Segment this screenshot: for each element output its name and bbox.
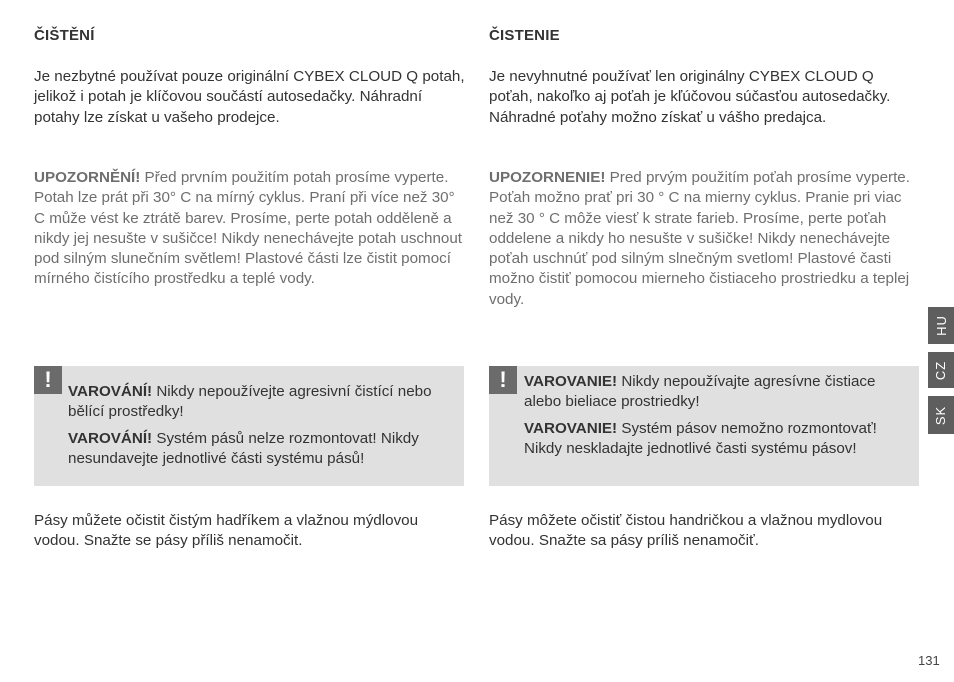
language-tab-sk[interactable] xyxy=(928,396,954,434)
language-tab-cz-label: CZ xyxy=(933,360,949,380)
language-tab-hu-label: HU xyxy=(933,315,949,336)
exclamation-icon: ! xyxy=(34,366,62,394)
notice-paragraph xyxy=(34,168,466,290)
warning-1-text: Nikdy nepoužívajte agresívne čistiace alebo bieliace prostriedky! xyxy=(524,373,876,411)
notice-text: Před prvním použitím potah prosíme vyperte. Potah lze prát při 30° C na mírný cyklus. Praní při více než 30° C může vést ke ztrátě barev. Prosíme, perte potah odděleně a nikdy jej nesušte v sušičce! Nikdy nenechávejte potah uschnout pod silným slunečním světlem! Plastové části lze čistit pomocí mírného čistícího prostředku a teplé vody. xyxy=(34,169,463,288)
intro-paragraph: Je nevyhnutné používať len originálny CYBEX CLOUD Q poťah, nakoľko aj poťah je kľúčovou súčasťou autosedačky. Náhradné poťahy možno získať u vášho predajca. xyxy=(489,68,891,126)
warning-1-text: Nikdy nepoužívejte agresivní čistící nebo bělící prostředky! xyxy=(68,383,432,421)
warning-1 xyxy=(524,372,912,413)
warning-1 xyxy=(68,382,458,423)
exclamation-icon: ! xyxy=(489,366,517,394)
belts-paragraph: Pásy môžete očistiť čistou handričkou a vlažnou mydlovou vodou. Snažte sa pásy príliš nenamočiť. xyxy=(489,512,883,550)
notice-lead: UPOZORNĚNÍ! xyxy=(34,169,141,186)
warning-1-lead: VAROVÁNÍ! xyxy=(68,383,153,400)
language-tab-sk-label: SK xyxy=(933,405,949,425)
page-number: 131 xyxy=(918,653,940,668)
language-tabs xyxy=(928,307,954,442)
warning-2 xyxy=(524,419,912,460)
notice-text: Pred prvým použitím poťah prosíme vyperte. Poťah možno prať pri 30 ° C na mierny cyklus. Pranie pri viac než 30 ° C môže viesť k strate farieb. Prosíme, perte poťah oddelene a nikdy ho nesušte v sušičke! Nikdy nenechávejte poťah uschnúť pod silným slnečným svetlom! Plastové časti možno čistiť pomocou mierneho čistiaceho prostriedku a teplej vody. xyxy=(489,169,910,308)
intro-paragraph: Je nezbytné používat pouze originální CYBEX CLOUD Q potah, jelikož i potah je klíčovou součástí autosedačky. Náhradní potahy lze získat u vašeho prodejce. xyxy=(34,68,465,126)
warning-2 xyxy=(68,429,458,470)
notice-lead: UPOZORNENIE! xyxy=(489,169,606,186)
warning-2-text: Systém pásů nelze rozmontovat! Nikdy nesundavejte jednotlivé části systému pásů! xyxy=(68,430,419,468)
warning-1-lead: VAROVANIE! xyxy=(524,373,618,390)
warning-2-lead: VAROVÁNÍ! xyxy=(68,430,153,447)
section-heading: ČISTENIE xyxy=(489,27,560,44)
belts-paragraph: Pásy můžete očistit čistým hadříkem a vlažnou mýdlovou vodou. Snažte se pásy příliš nenamočit. xyxy=(34,512,419,550)
section-heading: ČIŠTĚNÍ xyxy=(34,27,95,44)
warning-2-text: Systém pásov nemožno rozmontovať! Nikdy neskladajte jednotlivé časti systému pásov! xyxy=(524,420,877,458)
warning-box xyxy=(34,366,464,486)
warning-2-lead: VAROVANIE! xyxy=(524,420,618,437)
notice-paragraph xyxy=(489,168,921,310)
warning-box xyxy=(489,366,919,486)
language-tab-cz[interactable] xyxy=(928,352,954,388)
language-tab-hu[interactable] xyxy=(928,307,954,344)
